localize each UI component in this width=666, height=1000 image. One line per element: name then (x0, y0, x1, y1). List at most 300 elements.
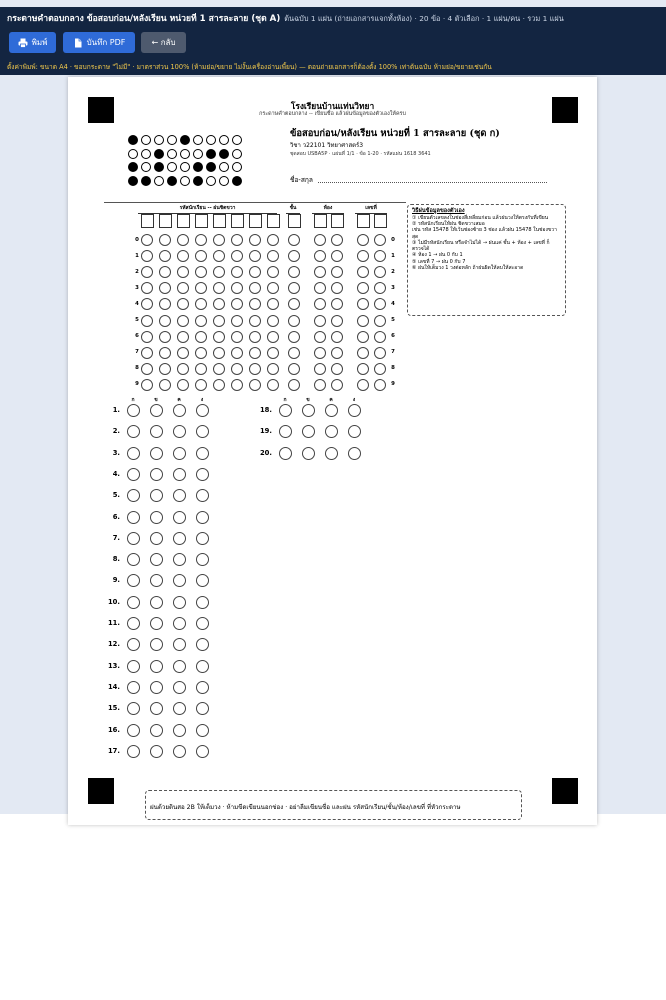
grade-bubble[interactable] (288, 315, 300, 327)
student-id-bubble[interactable] (159, 347, 171, 359)
student-id-bubble[interactable] (195, 379, 207, 391)
grade-bubble[interactable] (288, 282, 300, 294)
digit-label-right: 6 (391, 333, 395, 340)
empty-bit (180, 149, 190, 159)
student-id-bubble[interactable] (231, 298, 243, 310)
student-id-bubble[interactable] (213, 250, 225, 262)
answer-bubble[interactable] (173, 617, 186, 630)
number-bubble[interactable] (374, 363, 386, 375)
student-id-bubble[interactable] (177, 379, 189, 391)
student-id-bubble[interactable] (213, 379, 225, 391)
answer-bubble[interactable] (196, 404, 209, 417)
student-id-bubble[interactable] (177, 282, 189, 294)
answer-bubble[interactable] (196, 681, 209, 694)
empty-bit (206, 176, 216, 186)
answer-bubble[interactable] (173, 681, 186, 694)
section-divider (104, 202, 406, 203)
howto-line: ③ ไม่มีรหัสนักเรียน หรือจำไม่ได้ → ฝนแค่ ชั้น + ห้อง + เลขที่ ก็ตรวจได้ (412, 239, 550, 253)
bit-row (128, 162, 242, 172)
room-bubble[interactable] (331, 298, 343, 310)
digit-label-left: 7 (135, 349, 139, 356)
answer-bubble[interactable] (196, 596, 209, 609)
answer-bubble[interactable] (196, 638, 209, 651)
page-title: กระดาษคำตอบกลาง ข้อสอบก่อน/หลังเรียน หน่วยที่ 1 สารละลาย (ชุด A) (7, 14, 281, 24)
answer-bubble[interactable] (173, 638, 186, 651)
room-bubble[interactable] (331, 234, 343, 246)
answer-bubble[interactable] (173, 724, 186, 737)
number-bubble[interactable] (357, 363, 369, 375)
answer-bubble[interactable] (196, 511, 209, 524)
room-bubble[interactable] (314, 347, 326, 359)
question-number: 2. (112, 427, 120, 436)
answer-bubble[interactable] (150, 532, 163, 545)
back-button[interactable] (141, 32, 186, 53)
question-number: 1. (112, 406, 120, 414)
student-id-write-box[interactable] (177, 214, 190, 228)
student-id-bubble[interactable] (231, 234, 243, 246)
student-id-bubble[interactable] (213, 298, 225, 310)
room-bubble[interactable] (331, 266, 343, 278)
number-bubble[interactable] (357, 331, 369, 343)
number-bubble[interactable] (357, 379, 369, 391)
number-bubble[interactable] (374, 266, 386, 278)
student-id-bubble[interactable] (213, 234, 225, 246)
answer-bubble[interactable] (173, 660, 186, 673)
empty-bit (219, 135, 229, 145)
student-id-bubble[interactable] (249, 363, 261, 375)
digit-label-right: 8 (391, 365, 395, 372)
answer-bubble[interactable] (196, 574, 209, 587)
answer-bubble[interactable] (196, 532, 209, 545)
choice-header: ก (131, 397, 135, 403)
question-number: 4. (112, 469, 120, 478)
student-id-bubble[interactable] (267, 234, 279, 246)
answer-bubble[interactable] (196, 702, 209, 715)
question-number: 17. (107, 746, 120, 755)
number-bubble[interactable] (357, 266, 369, 278)
question-number: 11. (107, 619, 120, 627)
answer-bubble[interactable] (173, 489, 186, 502)
student-id-bubble[interactable] (159, 363, 171, 375)
question-number: 6. (112, 512, 120, 521)
filled-bit (141, 176, 151, 186)
answer-bubble[interactable] (196, 553, 209, 566)
student-id-bubble[interactable] (141, 379, 153, 391)
room-bubble[interactable] (314, 282, 326, 294)
student-id-bubble[interactable] (177, 234, 189, 246)
student-id-bubble[interactable] (213, 282, 225, 294)
empty-bit (206, 135, 216, 145)
grade-write-box[interactable] (288, 214, 301, 228)
question-number: 5. (112, 491, 120, 500)
number-bubble[interactable] (374, 234, 386, 246)
filled-bit (154, 149, 164, 159)
school-name: โรงเรียนบ้านแท่นวิทยา (290, 101, 375, 111)
number-bubble[interactable] (357, 315, 369, 327)
answer-bubble[interactable] (127, 596, 140, 609)
answer-bubble[interactable] (150, 447, 163, 460)
grade-bubble[interactable] (288, 331, 300, 343)
digit-label-left: 8 (135, 365, 139, 372)
student-id-bubble[interactable] (159, 234, 171, 246)
student-id-bubble[interactable] (213, 363, 225, 375)
digit-label-right: 5 (391, 317, 395, 323)
answer-bubble[interactable] (196, 724, 209, 737)
empty-bit (128, 149, 138, 159)
number-write-box[interactable] (357, 214, 370, 228)
student-id-bubble[interactable] (159, 250, 171, 262)
student-id-bubble[interactable] (231, 266, 243, 278)
student-id-bubble[interactable] (141, 347, 153, 359)
number-bubble[interactable] (357, 347, 369, 359)
answer-bubble[interactable] (279, 425, 292, 438)
student-id-bubble[interactable] (141, 298, 153, 310)
answer-bubble[interactable] (127, 447, 140, 460)
filled-bit (193, 162, 203, 172)
answer-bubble[interactable] (150, 425, 163, 438)
number-bubble[interactable] (357, 234, 369, 246)
number-bubble[interactable] (374, 331, 386, 343)
answer-bubble[interactable] (127, 638, 140, 651)
student-id-bubble[interactable] (213, 331, 225, 343)
room-bubble[interactable] (331, 315, 343, 327)
student-id-bubble[interactable] (249, 234, 261, 246)
empty-bit (154, 135, 164, 145)
answer-bubble[interactable] (302, 447, 315, 460)
howto-line: ② รหัสนักเรียนให้ฝน ชิดขวาเสมอ (412, 221, 485, 228)
room-bubble[interactable] (331, 379, 343, 391)
answer-bubble[interactable] (173, 553, 186, 566)
student-id-bubble[interactable] (159, 266, 171, 278)
answer-bubble[interactable] (173, 425, 186, 438)
name-field[interactable] (318, 182, 547, 183)
digit-label-left: 3 (135, 284, 139, 291)
student-id-write-box[interactable] (267, 214, 280, 228)
student-id-write-box[interactable] (141, 214, 154, 228)
sheet-meta: ต้นฉบับ 1 แผ่น (ถ่ายเอกสารแจกทั้งห้อง) · 20 ข้อ · 4 ตัวเลือก · 1 แผ่น/คน · รวม 1 แผ่น (284, 14, 564, 23)
answer-bubble[interactable] (127, 489, 140, 502)
student-id-bubble[interactable] (177, 266, 189, 278)
empty-bit (180, 176, 190, 186)
answer-bubble[interactable] (348, 404, 361, 417)
answer-bubble[interactable] (150, 553, 163, 566)
answer-bubble[interactable] (127, 425, 140, 438)
number-bubble[interactable] (374, 315, 386, 327)
grade-header: ชั้น (286, 204, 300, 214)
student-id-bubble[interactable] (267, 331, 279, 343)
student-id-bubble[interactable] (195, 363, 207, 375)
student-id-bubble[interactable] (195, 347, 207, 359)
digit-label-left: 9 (135, 381, 139, 388)
answer-bubble[interactable] (150, 511, 163, 524)
answer-bubble[interactable] (196, 447, 209, 460)
answer-bubble[interactable] (325, 447, 338, 460)
student-id-bubble[interactable] (249, 347, 261, 359)
answer-bubble[interactable] (173, 574, 186, 587)
student-id-write-box[interactable] (159, 214, 172, 228)
student-id-bubble[interactable] (159, 331, 171, 343)
howto-box (407, 204, 566, 316)
answer-bubble[interactable] (127, 724, 140, 737)
save-pdf-button[interactable] (63, 32, 135, 53)
student-id-bubble[interactable] (177, 363, 189, 375)
student-id-bubble[interactable] (213, 347, 225, 359)
student-id-bubble[interactable] (267, 347, 279, 359)
number-bubble[interactable] (357, 282, 369, 294)
printer-icon (18, 38, 28, 48)
answer-bubble[interactable] (196, 468, 209, 481)
header-title-line (7, 13, 662, 25)
empty-bit (232, 149, 242, 159)
room-bubble[interactable] (331, 363, 343, 375)
bit-row (128, 149, 242, 159)
answer-bubble[interactable] (150, 404, 163, 417)
empty-bit (219, 162, 229, 172)
answer-bubble[interactable] (196, 660, 209, 673)
question-number: 19. (259, 427, 272, 436)
student-id-bubble[interactable] (267, 363, 279, 375)
room-bubble[interactable] (314, 379, 326, 391)
answer-bubble[interactable] (150, 660, 163, 673)
answer-bubble[interactable] (348, 447, 361, 460)
howto-line: เช่น รหัส 15478 ให้เว้นช่องซ้าย 3 ช่อง แล้วฝน 15478 ในช่องขวาสุด (412, 227, 557, 240)
student-id-bubble[interactable] (249, 250, 261, 262)
grade-bubble[interactable] (288, 363, 300, 375)
answer-bubble[interactable] (127, 681, 140, 694)
empty-bit (193, 149, 203, 159)
answer-bubble[interactable] (127, 468, 140, 481)
empty-bit (180, 162, 190, 172)
answer-bubble[interactable] (150, 489, 163, 502)
student-id-bubble[interactable] (141, 315, 153, 327)
answer-bubble[interactable] (150, 681, 163, 694)
student-id-bubble[interactable] (141, 363, 153, 375)
student-id-bubble[interactable] (249, 315, 261, 327)
answer-bubble[interactable] (150, 638, 163, 651)
room-bubble[interactable] (314, 250, 326, 262)
answer-sheet (68, 77, 597, 825)
answer-bubble[interactable] (279, 447, 292, 460)
answer-bubble[interactable] (127, 404, 140, 417)
number-bubble[interactable] (357, 298, 369, 310)
room-write-box[interactable] (314, 214, 327, 228)
student-id-bubble[interactable] (195, 250, 207, 262)
student-id-bubble[interactable] (159, 379, 171, 391)
answer-bubble[interactable] (127, 702, 140, 715)
number-header: เลขที่ (355, 204, 387, 214)
room-bubble[interactable] (314, 331, 326, 343)
grade-bubble[interactable] (288, 266, 300, 278)
number-bubble[interactable] (357, 250, 369, 262)
howto-line: ④ ห้อง 1 → ฝน 0 กับ 1 (412, 252, 463, 259)
grade-bubble[interactable] (288, 347, 300, 359)
answer-bubble[interactable] (150, 724, 163, 737)
student-id-bubble[interactable] (249, 298, 261, 310)
student-id-bubble[interactable] (159, 315, 171, 327)
sheet-instruction: กระดาษคำตอบกลาง -- เขียนชื่อ แล้วฝนข้อมูลของตัวเองให้ครบ (259, 111, 406, 117)
student-id-bubble[interactable] (231, 250, 243, 262)
question-number: 16. (107, 725, 120, 734)
choice-header: ง (352, 397, 356, 403)
student-id-bubble[interactable] (231, 347, 243, 359)
answer-bubble[interactable] (173, 468, 186, 481)
answer-bubble[interactable] (173, 532, 186, 545)
answer-bubble[interactable] (150, 745, 163, 758)
student-id-bubble[interactable] (231, 331, 243, 343)
answer-bubble[interactable] (150, 596, 163, 609)
question-number: 10. (107, 597, 120, 606)
question-number: 9. (112, 576, 120, 585)
student-id-bubble[interactable] (213, 315, 225, 327)
student-id-bubble[interactable] (267, 379, 279, 391)
print-button-label: พิมพ์ (31, 38, 48, 47)
answer-bubble[interactable] (196, 425, 209, 438)
answer-bubble[interactable] (127, 745, 140, 758)
student-id-bubble[interactable] (195, 331, 207, 343)
empty-bit (141, 149, 151, 159)
student-id-bubble[interactable] (159, 298, 171, 310)
answer-bubble[interactable] (150, 574, 163, 587)
student-id-bubble[interactable] (141, 331, 153, 343)
answer-bubble[interactable] (173, 404, 186, 417)
answer-bubble[interactable] (173, 745, 186, 758)
empty-bit (193, 135, 203, 145)
student-id-bubble[interactable] (177, 315, 189, 327)
answer-bubble[interactable] (127, 532, 140, 545)
student-id-bubble[interactable] (177, 331, 189, 343)
answer-bubble[interactable] (150, 468, 163, 481)
empty-bit (141, 135, 151, 145)
number-bubble[interactable] (374, 282, 386, 294)
student-id-bubble[interactable] (249, 379, 261, 391)
room-bubble[interactable] (314, 234, 326, 246)
grade-bubble[interactable] (288, 298, 300, 310)
room-bubble[interactable] (331, 347, 343, 359)
student-id-bubble[interactable] (177, 250, 189, 262)
student-id-bubble[interactable] (141, 282, 153, 294)
answer-bubble[interactable] (150, 702, 163, 715)
answer-bubble[interactable] (127, 617, 140, 630)
grade-bubble[interactable] (288, 250, 300, 262)
answer-bubble[interactable] (127, 553, 140, 566)
student-id-bubble[interactable] (213, 266, 225, 278)
corner-marker-bottom-left (88, 778, 114, 804)
student-id-bubble[interactable] (249, 282, 261, 294)
room-bubble[interactable] (331, 282, 343, 294)
number-bubble[interactable] (374, 347, 386, 359)
answer-bubble[interactable] (150, 617, 163, 630)
student-id-write-box[interactable] (249, 214, 262, 228)
student-id-bubble[interactable] (195, 315, 207, 327)
number-write-box[interactable] (374, 214, 387, 228)
digit-label-right: 1 (391, 252, 395, 259)
question-number: 13. (107, 661, 120, 670)
student-id-write-box[interactable] (231, 214, 244, 228)
student-id-bubble[interactable] (177, 347, 189, 359)
digit-label-left: 4 (135, 300, 139, 307)
answer-bubble[interactable] (127, 511, 140, 524)
answer-bubble[interactable] (173, 447, 186, 460)
grade-bubble[interactable] (288, 234, 300, 246)
student-id-bubble[interactable] (141, 266, 153, 278)
howto-line: ⑥ ฝนให้เต็มวง 1 วงต่อหลัก ถ้าฝนผิดให้ลบให้สะอาด (412, 264, 524, 271)
toolbar (0, 7, 666, 75)
room-bubble[interactable] (331, 250, 343, 262)
answer-bubble[interactable] (127, 574, 140, 587)
answer-bubble[interactable] (173, 596, 186, 609)
answer-bubble[interactable] (325, 404, 338, 417)
student-id-bubble[interactable] (249, 331, 261, 343)
student-id-bubble[interactable] (249, 266, 261, 278)
answer-bubble[interactable] (325, 425, 338, 438)
answer-bubble[interactable] (173, 702, 186, 715)
student-id-bubble[interactable] (231, 282, 243, 294)
student-id-bubble[interactable] (231, 315, 243, 327)
filled-bit (128, 176, 138, 186)
student-id-bubble[interactable] (231, 379, 243, 391)
student-id-bubble[interactable] (267, 250, 279, 262)
room-bubble[interactable] (314, 363, 326, 375)
student-id-bubble[interactable] (231, 363, 243, 375)
question-number: 3. (112, 448, 120, 457)
room-write-box[interactable] (331, 214, 344, 228)
question-number: 7. (112, 533, 120, 542)
answer-bubble[interactable] (302, 425, 315, 438)
digit-label-right: 7 (391, 349, 395, 356)
print-button[interactable] (9, 32, 56, 53)
student-id-bubble[interactable] (141, 234, 153, 246)
number-bubble[interactable] (374, 250, 386, 262)
filled-bit (128, 135, 138, 145)
document-icon (73, 38, 83, 48)
student-id-bubble[interactable] (177, 298, 189, 310)
answer-bubble[interactable] (196, 489, 209, 502)
student-id-bubble[interactable] (267, 315, 279, 327)
student-id-bubble[interactable] (267, 282, 279, 294)
student-id-write-box[interactable] (213, 214, 226, 228)
student-id-write-box[interactable] (195, 214, 208, 228)
answer-bubble[interactable] (173, 511, 186, 524)
room-bubble[interactable] (331, 331, 343, 343)
room-bubble[interactable] (314, 298, 326, 310)
back-button-label: ← กลับ (151, 38, 176, 47)
room-bubble[interactable] (314, 266, 326, 278)
grade-bubble[interactable] (288, 379, 300, 391)
number-bubble[interactable] (374, 379, 386, 391)
empty-bit (154, 176, 164, 186)
empty-bit (167, 135, 177, 145)
student-id-bubble[interactable] (159, 282, 171, 294)
answer-bubble[interactable] (302, 404, 315, 417)
save-pdf-label: บันทึก PDF (86, 38, 126, 47)
student-id-bubble[interactable] (195, 266, 207, 278)
student-id-bubble[interactable] (195, 282, 207, 294)
room-bubble[interactable] (314, 315, 326, 327)
student-id-bubble[interactable] (267, 266, 279, 278)
answer-bubble[interactable] (196, 617, 209, 630)
answer-bubble[interactable] (196, 745, 209, 758)
student-id-bubble[interactable] (267, 298, 279, 310)
filled-bit (167, 176, 177, 186)
student-id-bubble[interactable] (141, 250, 153, 262)
answer-bubble[interactable] (127, 660, 140, 673)
number-bubble[interactable] (374, 298, 386, 310)
answer-bubble[interactable] (348, 425, 361, 438)
filled-bit (206, 149, 216, 159)
student-id-bubble[interactable] (195, 234, 207, 246)
answer-bubble[interactable] (279, 404, 292, 417)
student-id-bubble[interactable] (195, 298, 207, 310)
